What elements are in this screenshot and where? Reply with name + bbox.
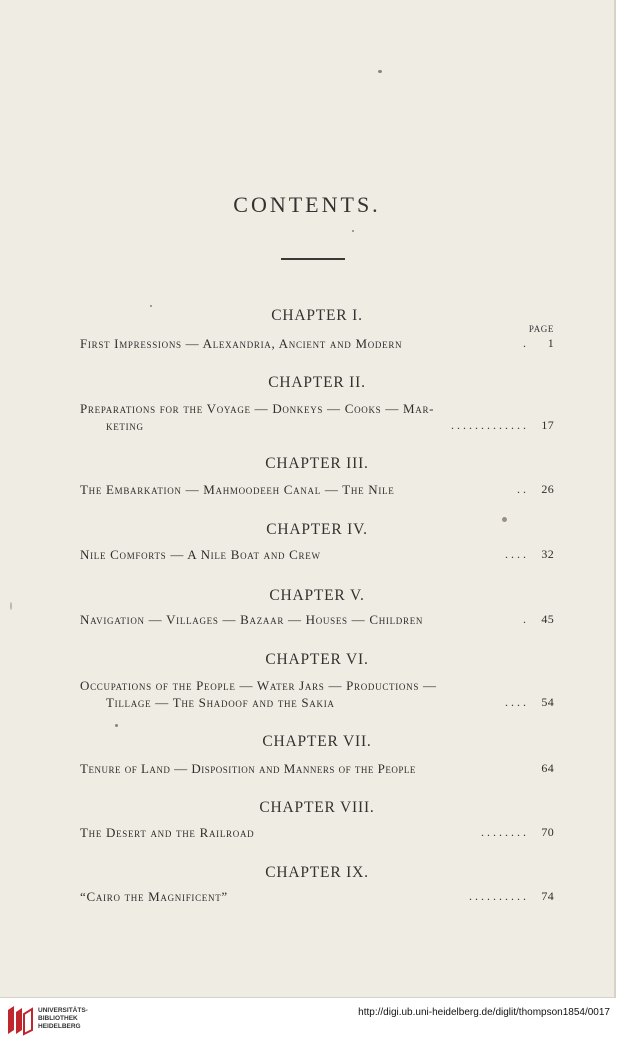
paper-speck [115, 724, 118, 727]
entry-title: Occupations of the People — Water Jars — Productions — [80, 678, 437, 693]
page-number: 45 [541, 612, 554, 626]
chapter-heading: CHAPTER V. [269, 587, 365, 604]
chapter-heading: CHAPTER IX. [265, 864, 369, 881]
chapter-heading: CHAPTER IV. [266, 521, 368, 538]
paper-speck [502, 517, 507, 522]
toc-entry[interactable] [80, 761, 554, 779]
chapter-heading: CHAPTER II. [268, 374, 366, 391]
chapter-heading: CHAPTER III. [265, 455, 369, 472]
page-title: CONTENTS. [233, 192, 381, 217]
paper-speck [378, 70, 382, 73]
toc-entry[interactable] [80, 612, 554, 630]
toc-entry-line[interactable] [80, 401, 554, 419]
entry-title-continued: Tillage — The Shadoof and the Sakia [106, 695, 335, 710]
entry-title: The Desert and the Railroad [80, 825, 255, 840]
library-name-line: BIBLIOTHEK [38, 1015, 78, 1022]
library-name-line: UNIVERSITÄTS- [38, 1007, 88, 1014]
page-number: 70 [541, 825, 554, 839]
toc-entry[interactable] [106, 418, 554, 436]
entry-title: “Cairo the Magnificent” [80, 889, 228, 904]
library-logo-icon [6, 1004, 34, 1036]
paper-speck [352, 230, 354, 232]
entry-title: Tenure of Land — Disposition and Manners of the People [80, 761, 416, 776]
dot-leader: . [523, 336, 526, 350]
page-number: 1 [547, 336, 554, 350]
entry-title: Navigation — Villages — Bazaar — Houses — Children [80, 612, 424, 627]
toc-entry-line[interactable] [80, 678, 554, 696]
library-footer [0, 998, 618, 1042]
page-number: 17 [541, 418, 554, 432]
dot-leader: . . . . . . . . . . [469, 889, 526, 903]
dot-leader: . . . . [505, 695, 526, 709]
chapter-heading: CHAPTER VII. [262, 733, 372, 750]
library-name [38, 1007, 88, 1031]
dot-leader: . . . . . . . . . . . . . [451, 418, 526, 432]
dot-leader: . . . . [505, 547, 526, 561]
entry-title: Nile Comforts — A Nile Boat and Crew [80, 547, 321, 562]
source-url-link[interactable]: http://digi.ub.uni-heidelberg.de/diglit/thompson1854/0017 [358, 1007, 610, 1018]
chapter-heading: CHAPTER VIII. [259, 799, 375, 816]
entry-title: First Impressions — Alexandria, Ancient and Modern [80, 336, 403, 351]
page-number: 54 [541, 695, 554, 709]
toc-entry[interactable] [80, 336, 554, 354]
dot-leader: . . . . . . . . [481, 825, 526, 839]
page-number: 32 [541, 547, 554, 561]
toc-entry[interactable] [106, 695, 554, 713]
chapter-heading: CHAPTER VI. [265, 651, 369, 668]
entry-title-continued: keting [106, 418, 144, 433]
page-number: 26 [541, 482, 554, 496]
toc-entry[interactable] [80, 825, 554, 843]
toc-entry[interactable] [80, 482, 554, 500]
toc-entry[interactable] [80, 889, 554, 907]
library-name-line: HEIDELBERG [38, 1023, 81, 1030]
paper-speck [150, 305, 152, 307]
entry-title: Preparations for the Voyage — Donkeys — Cooks — Mar- [80, 401, 435, 416]
page-number: 64 [541, 761, 554, 775]
dot-leader: . . [517, 482, 526, 496]
entry-title: The Embarkation — Mahmoodeeh Canal — The Nile [80, 482, 395, 497]
page-column-label: PAGE [528, 324, 554, 334]
paper-speck [10, 602, 12, 610]
dot-leader: . [523, 612, 526, 626]
page-number: 74 [541, 889, 554, 903]
chapter-heading: CHAPTER I. [271, 307, 363, 324]
title-rule [281, 258, 345, 260]
toc-entry[interactable] [80, 547, 554, 565]
